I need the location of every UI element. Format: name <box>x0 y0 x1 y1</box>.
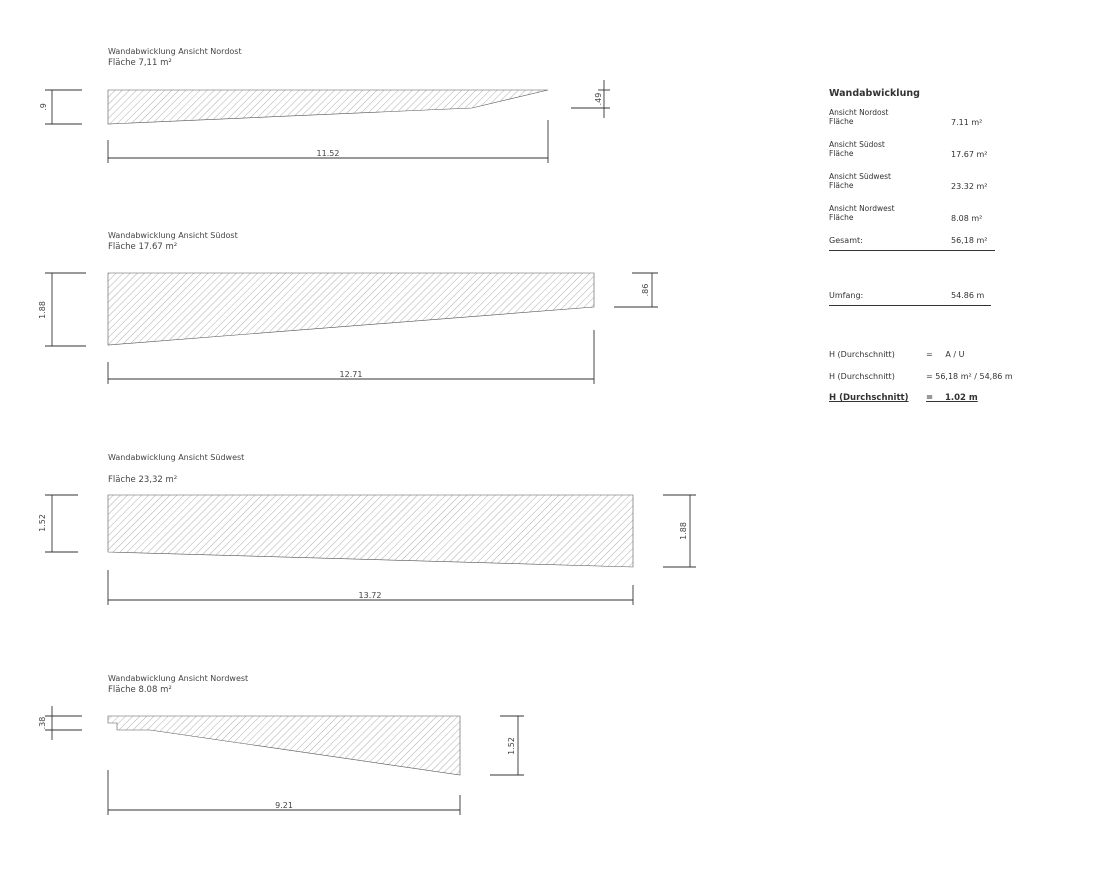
dim-bottom-label: 11.52 <box>316 149 340 158</box>
panel-nordost <box>39 47 610 163</box>
entry-label: Fläche <box>829 181 854 190</box>
panel-suedost <box>38 231 658 384</box>
wall-shape <box>108 495 633 567</box>
formula-result-value: = 1.02 m <box>926 393 978 403</box>
summary-panel <box>829 88 1089 405</box>
total-label: Gesamt: <box>829 236 863 245</box>
summary-title: Wandabwicklung <box>829 88 920 99</box>
entry-label: Fläche <box>829 117 854 126</box>
summary-entry-suedwest <box>829 172 1089 194</box>
dim-left-label: 1.88 <box>38 301 47 319</box>
formula-lhs: H (Durchschnitt) <box>829 372 895 381</box>
dim-right-label: 1.88 <box>679 522 688 540</box>
right-dimension <box>490 716 524 775</box>
formula-line-1 <box>829 350 1089 362</box>
dim-right-label: 1.52 <box>507 737 516 755</box>
entry-value: 23.32 m² <box>951 182 988 191</box>
entry-value: 17.67 m² <box>951 150 988 159</box>
dim-bottom-label: 12.71 <box>339 370 363 379</box>
summary-entry-suedost <box>829 140 1089 162</box>
summary-total <box>829 236 995 251</box>
panel-area: Fläche 23,32 m² <box>108 475 178 485</box>
entry-value: 8.08 m² <box>951 214 983 223</box>
bottom-dimension <box>108 120 548 163</box>
entry-label: Fläche <box>829 149 854 158</box>
dim-left-label: .9 <box>39 103 48 111</box>
left-dimension <box>38 495 78 552</box>
right-dimension <box>663 495 696 567</box>
formula-rhs: = 56,18 m² / 54,86 m <box>926 372 1013 381</box>
left-dimension <box>38 273 86 346</box>
umfang-label: Umfang: <box>829 291 864 300</box>
wall-shape <box>108 90 548 124</box>
wall-shape <box>108 716 460 775</box>
left-dimension <box>39 90 82 124</box>
panel-area: Fläche 8.08 m² <box>108 685 172 695</box>
entry-name: Ansicht Südost <box>829 140 885 149</box>
right-dimension <box>571 80 610 118</box>
bottom-dimension <box>108 770 460 815</box>
dim-bottom-label: 9.21 <box>275 801 293 810</box>
dim-left-label: 1.52 <box>38 514 47 532</box>
panel-suedwest <box>38 453 696 605</box>
dim-left-label: .38 <box>38 716 47 730</box>
entry-name: Ansicht Nordost <box>829 108 889 117</box>
entry-name: Ansicht Südwest <box>829 172 891 181</box>
formula-rhs: = A / U <box>926 350 965 359</box>
panel-title: Wandabwicklung Ansicht Südost <box>108 231 238 240</box>
panel-nordwest <box>38 674 524 815</box>
bottom-dimension <box>108 570 633 605</box>
panel-area: Fläche 17.67 m² <box>108 242 178 252</box>
dim-bottom-label: 13.72 <box>358 591 382 600</box>
wall-shape <box>108 273 594 345</box>
total-value: 56,18 m² <box>951 236 988 245</box>
formula-lhs: H (Durchschnitt) <box>829 350 895 359</box>
left-dimension <box>38 706 82 740</box>
summary-entry-nordwest <box>829 204 1089 226</box>
panel-title: Wandabwicklung Ansicht Nordwest <box>108 674 249 683</box>
right-dimension <box>614 273 658 307</box>
formula-lhs: H (Durchschnitt) <box>829 393 909 403</box>
dim-right-label: .86 <box>641 283 650 297</box>
umfang-value: 54.86 m <box>951 291 985 300</box>
panel-title: Wandabwicklung Ansicht Nordost <box>108 47 242 56</box>
summary-entry-nordost <box>829 108 1089 130</box>
entry-name: Ansicht Nordwest <box>829 204 895 213</box>
panel-area: Fläche 7,11 m² <box>108 58 172 68</box>
entry-value: 7.11 m² <box>951 118 983 127</box>
entry-label: Fläche <box>829 213 854 222</box>
dim-right-label: .49 <box>594 92 603 106</box>
formula-line-2 <box>829 372 1089 384</box>
formula-result <box>829 393 1089 405</box>
panel-title: Wandabwicklung Ansicht Südwest <box>108 453 245 462</box>
summary-umfang <box>829 291 991 306</box>
